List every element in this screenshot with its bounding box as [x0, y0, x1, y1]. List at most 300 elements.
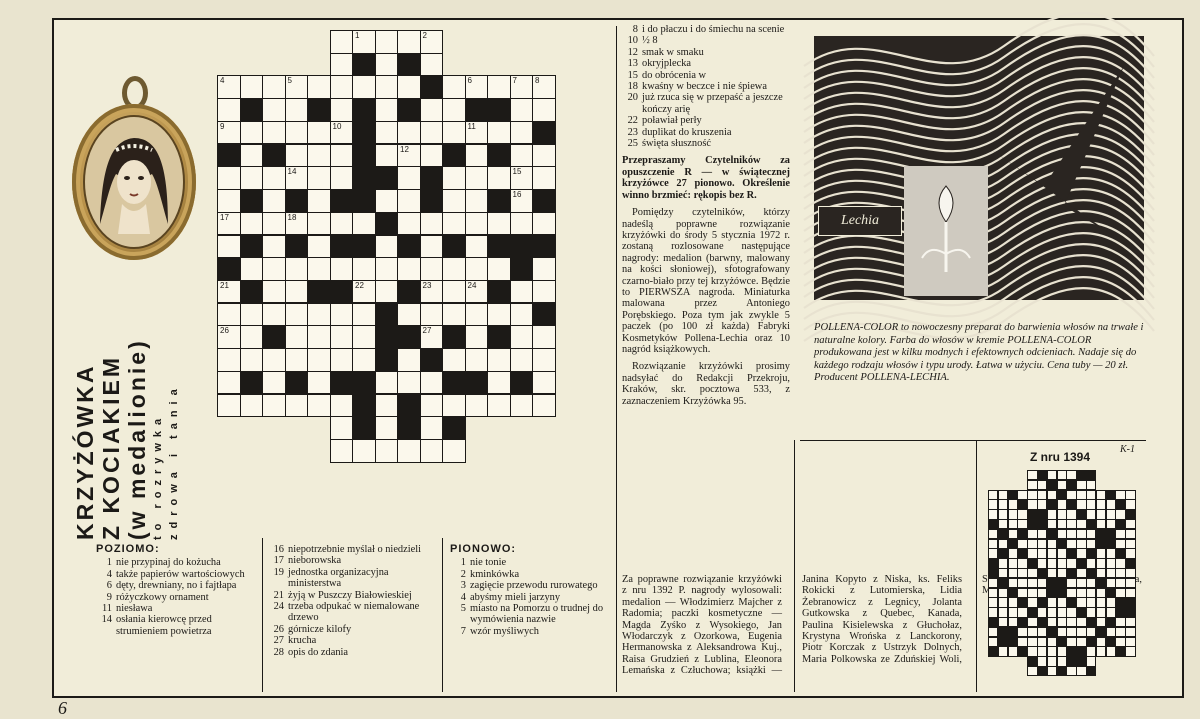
answer-cell[interactable] [397, 144, 421, 168]
answer-cell[interactable] [330, 30, 354, 54]
clue-text: dęty, drewniany, no i fajtłapa [116, 580, 237, 592]
answer-cell[interactable] [420, 303, 444, 327]
answer-cell[interactable] [487, 394, 511, 418]
answer-cell[interactable] [307, 166, 331, 190]
clue-number: 17 [273, 555, 284, 567]
answer-cell[interactable] [307, 235, 331, 259]
column-divider [442, 538, 443, 692]
clue-number: 12 [627, 46, 638, 58]
black-square [487, 325, 511, 349]
answer-cell[interactable] [375, 144, 399, 168]
cell-number: 6 [467, 76, 472, 86]
answer-cell[interactable] [352, 325, 376, 349]
answer-cell[interactable] [330, 325, 354, 349]
black-square [465, 98, 489, 122]
answer-cell[interactable] [307, 75, 331, 99]
answer-cell[interactable] [330, 439, 354, 463]
black-square [285, 189, 309, 213]
answer-cell[interactable] [262, 280, 286, 304]
black-square [487, 280, 511, 304]
answer-cell[interactable] [217, 121, 241, 145]
answer-cell[interactable] [442, 348, 466, 372]
answer-cell[interactable] [262, 235, 286, 259]
clue-text: już rzuca się w przepaść a jeszcze kończy arię [642, 92, 783, 115]
answer-cell[interactable] [510, 144, 534, 168]
answer-cell[interactable] [397, 166, 421, 190]
answer-cell[interactable] [532, 144, 556, 168]
answer-cell[interactable] [307, 212, 331, 236]
answer-cell[interactable] [330, 53, 354, 77]
advertisement-text: POLLENA-COLOR to nowoczesny preparat do barwienia włosów na trwałe i naturalne kolory. Farba do włosów w kremie POLLENA-COLOR produkowana jest w kilku modnych i efektownych odcieniach. Nadaje się do każdego rodzaju włosów i typu urody. Łatwa w użyciu. Cena tuby — 20 zł. Producent POLLENA-LECHIA. [814, 322, 1144, 384]
answer-cell[interactable] [510, 348, 534, 372]
answer-cell[interactable] [217, 166, 241, 190]
answer-cell[interactable] [330, 144, 354, 168]
answer-cell[interactable] [375, 235, 399, 259]
clue-text: okryjplecka [642, 58, 692, 70]
answer-cell[interactable] [532, 348, 556, 372]
answer-cell[interactable] [420, 212, 444, 236]
clue-number: 11 [101, 603, 112, 615]
answer-cell[interactable] [420, 371, 444, 395]
answer-cell[interactable] [240, 121, 264, 145]
answer-cell[interactable] [240, 303, 264, 327]
answer-cell[interactable] [217, 189, 241, 213]
answer-cell[interactable] [532, 325, 556, 349]
answer-cell[interactable] [330, 348, 354, 372]
answer-cell[interactable] [420, 280, 444, 304]
answer-cell[interactable] [442, 189, 466, 213]
answer-cell[interactable] [510, 212, 534, 236]
black-square [352, 144, 376, 168]
clue-text: kminkówka [470, 568, 520, 580]
answer-cell[interactable] [375, 416, 399, 440]
answer-cell[interactable] [465, 303, 489, 327]
answer-cell[interactable] [240, 325, 264, 349]
black-square [217, 144, 241, 168]
answer-cell[interactable] [262, 257, 286, 281]
clue-number: 14 [101, 614, 112, 626]
answer-cell[interactable] [330, 394, 354, 418]
answer-cell[interactable] [375, 121, 399, 145]
black-square [352, 166, 376, 190]
clue-number: 5 [460, 603, 466, 615]
answer-cell[interactable] [465, 235, 489, 259]
answer-cell[interactable] [262, 212, 286, 236]
answer-cell[interactable] [397, 75, 421, 99]
clue-text: żyją w Puszczy Białowieskiej [288, 589, 412, 601]
answer-cell[interactable] [352, 280, 376, 304]
answer-cell[interactable] [442, 98, 466, 122]
answer-cell[interactable] [510, 280, 534, 304]
clue-text: ½ 8 [642, 35, 658, 47]
answer-cell[interactable] [397, 30, 421, 54]
answer-cell[interactable] [397, 212, 421, 236]
answer-cell[interactable] [442, 166, 466, 190]
answer-cell[interactable] [532, 394, 556, 418]
cell-number: 9 [220, 121, 225, 131]
answer-cell[interactable] [420, 235, 444, 259]
answer-cell[interactable] [510, 166, 534, 190]
answer-cell[interactable] [442, 75, 466, 99]
answer-cell[interactable] [330, 416, 354, 440]
answer-cell[interactable] [217, 348, 241, 372]
answer-cell[interactable] [420, 439, 444, 463]
answer-cell[interactable] [352, 348, 376, 372]
cell-number: 2 [422, 31, 427, 40]
answer-cell[interactable] [352, 212, 376, 236]
clue-item [622, 115, 790, 126]
clue-text: górnicze kilofy [288, 623, 352, 635]
clue-text: do obrócenia w [642, 69, 707, 81]
black-square [330, 371, 354, 395]
clues-across-col-2 [268, 544, 438, 658]
answer-cell[interactable] [487, 371, 511, 395]
answer-cell[interactable] [330, 75, 354, 99]
answer-cell[interactable] [217, 235, 241, 259]
clues-down-col-1 [450, 544, 612, 637]
black-square [352, 371, 376, 395]
answer-cell[interactable] [330, 303, 354, 327]
answer-cell[interactable] [465, 280, 489, 304]
answer-cell[interactable] [240, 144, 264, 168]
black-square [330, 189, 354, 213]
ad-code: K-1 [1120, 444, 1135, 455]
answer-cell[interactable] [330, 121, 354, 145]
cell-number: 24 [467, 280, 477, 290]
black-square [352, 121, 376, 145]
answer-cell[interactable] [240, 394, 264, 418]
answer-cell[interactable] [487, 212, 511, 236]
answer-cell[interactable] [510, 189, 534, 213]
answer-cell[interactable] [465, 394, 489, 418]
answer-cell[interactable] [532, 212, 556, 236]
clue-number: 6 [106, 580, 112, 592]
clue-number: 4 [106, 568, 112, 580]
clue-item [622, 138, 790, 149]
answer-cell[interactable] [510, 303, 534, 327]
answer-cell[interactable] [442, 212, 466, 236]
clue-text: osłania kierowcę przed strumieniem powietrza [116, 614, 212, 637]
answer-cell[interactable] [465, 166, 489, 190]
black-square [375, 166, 399, 190]
answer-cell[interactable] [285, 325, 309, 349]
answer-cell[interactable] [352, 257, 376, 281]
answer-cell[interactable] [307, 303, 331, 327]
cell-number: 26 [220, 326, 229, 336]
answer-cell[interactable] [262, 166, 286, 190]
answer-cell[interactable] [397, 348, 421, 372]
answer-cell[interactable] [285, 121, 309, 145]
answer-cell[interactable] [465, 212, 489, 236]
answer-cell[interactable] [375, 30, 399, 54]
answer-cell[interactable] [465, 144, 489, 168]
answer-cell[interactable] [487, 121, 511, 145]
black-square [352, 235, 376, 259]
answer-cell[interactable] [420, 121, 444, 145]
cell-number: 23 [422, 280, 432, 290]
black-square [442, 144, 466, 168]
clue-number: 28 [273, 646, 284, 658]
answer-cell[interactable] [375, 371, 399, 395]
answer-cell[interactable] [532, 280, 556, 304]
solution-black-square [1086, 666, 1096, 676]
answer-cell[interactable] [285, 75, 309, 99]
answer-cell[interactable] [307, 348, 331, 372]
answer-cell[interactable] [465, 75, 489, 99]
answer-cell[interactable] [285, 166, 309, 190]
title-line-1: KRZYŻÓWKA [72, 363, 98, 540]
black-square [487, 144, 511, 168]
title-line-3: (w medalionie) [124, 338, 150, 540]
answer-cell[interactable] [375, 189, 399, 213]
black-square [375, 348, 399, 372]
clue-item [268, 555, 438, 566]
answer-cell[interactable] [217, 371, 241, 395]
answer-cell[interactable] [375, 280, 399, 304]
black-square [330, 280, 354, 304]
answer-cell[interactable] [397, 303, 421, 327]
black-square [442, 235, 466, 259]
answer-cell[interactable] [465, 325, 489, 349]
answer-cell[interactable] [307, 121, 331, 145]
answer-cell[interactable] [262, 189, 286, 213]
clue-text: duplikat do kruszenia [642, 126, 732, 138]
cell-number: 7 [512, 76, 517, 86]
clue-item [622, 70, 790, 81]
clue-number: 7 [460, 625, 466, 637]
answer-cell[interactable] [465, 121, 489, 145]
clue-text: różyczkowy ornament [116, 591, 209, 603]
answer-cell[interactable] [307, 189, 331, 213]
black-square [285, 371, 309, 395]
answer-cell[interactable] [442, 280, 466, 304]
answer-cell[interactable] [420, 30, 444, 54]
answer-cell[interactable] [420, 394, 444, 418]
answer-cell[interactable] [352, 30, 376, 54]
answer-cell[interactable] [307, 371, 331, 395]
cell-number: 21 [220, 280, 229, 290]
answer-cell[interactable] [330, 257, 354, 281]
cell-number: 5 [287, 76, 292, 86]
black-square [240, 235, 264, 259]
answer-cell[interactable] [397, 121, 421, 145]
answer-cell[interactable] [510, 75, 534, 99]
black-square [240, 280, 264, 304]
answer-cell[interactable] [532, 257, 556, 281]
answer-cell[interactable] [442, 394, 466, 418]
answer-cell[interactable] [285, 303, 309, 327]
clue-text: nie tonie [470, 557, 507, 569]
answer-cell[interactable] [487, 166, 511, 190]
answer-cell[interactable] [262, 98, 286, 122]
answer-cell[interactable] [442, 121, 466, 145]
answer-cell[interactable] [397, 189, 421, 213]
clue-number: 26 [273, 623, 284, 635]
clue-text: abyśmy mieli jarzyny [470, 591, 561, 603]
clue-text: także papierów wartościowych [116, 568, 245, 580]
answer-cell[interactable] [375, 98, 399, 122]
answer-cell[interactable] [352, 75, 376, 99]
answer-cell[interactable] [510, 394, 534, 418]
clue-item [268, 567, 438, 590]
answer-cell[interactable] [397, 257, 421, 281]
black-square [442, 325, 466, 349]
answer-cell[interactable] [240, 212, 264, 236]
black-square [397, 416, 421, 440]
answer-cell[interactable] [330, 212, 354, 236]
answer-cell[interactable] [397, 371, 421, 395]
answer-cell[interactable] [375, 75, 399, 99]
answer-cell[interactable] [285, 280, 309, 304]
clue-number: 10 [627, 35, 638, 47]
answer-cell[interactable] [352, 303, 376, 327]
black-square [307, 280, 331, 304]
answer-cell[interactable] [285, 348, 309, 372]
answer-cell[interactable] [285, 144, 309, 168]
answer-cell[interactable] [510, 121, 534, 145]
answer-cell[interactable] [420, 325, 444, 349]
answer-cell[interactable] [240, 166, 264, 190]
cell-number: 11 [467, 121, 476, 131]
clue-text: święta słuszność [642, 138, 711, 150]
answer-cell[interactable] [217, 280, 241, 304]
clue-item [450, 603, 612, 626]
answer-cell[interactable] [487, 303, 511, 327]
clue-text: nieborowska [288, 555, 342, 567]
answer-cell[interactable] [217, 98, 241, 122]
answer-cell[interactable] [240, 348, 264, 372]
clue-item [96, 557, 256, 568]
clue-item [622, 127, 790, 138]
answer-cell[interactable] [217, 75, 241, 99]
black-square [465, 371, 489, 395]
answer-cell[interactable] [285, 212, 309, 236]
answer-cell[interactable] [487, 75, 511, 99]
clue-text: nie przypinaj do kożucha [116, 557, 221, 569]
clue-number: 8 [632, 24, 638, 35]
answer-cell[interactable] [330, 166, 354, 190]
clue-item [268, 601, 438, 624]
black-square [285, 235, 309, 259]
answer-cell[interactable] [217, 303, 241, 327]
answer-cell[interactable] [240, 257, 264, 281]
answer-cell[interactable] [217, 212, 241, 236]
answer-cell[interactable] [307, 325, 331, 349]
answer-cell[interactable] [442, 257, 466, 281]
prize-announcement: Pomiędzy czytelników, którzy nadeślą poprawne rozwiązanie krzyżówki do środy 5 stycznia 1972 r. zostaną rozlosowane następujące nagrody: medalion (barwny, malowany na kości słoniowej), sfotografowany czarno-biało przy tej krzyżówce. Będzie to PIERWSZA nagroda. Miniaturka malowana przez Antoniego Porębskiego. Poza tym jak zwykle 5 paczek (po 100 zł każda) Fabryki Kosmetyków Pollena-Lechia oraz 10 nagród książkowych. [622, 207, 790, 355]
clue-item [622, 47, 790, 58]
clue-text: i do płaczu i do śmiechu na scenie [642, 24, 785, 35]
answer-cell[interactable] [375, 53, 399, 77]
answer-cell[interactable] [240, 75, 264, 99]
answer-cell[interactable] [442, 303, 466, 327]
answer-cell[interactable] [285, 394, 309, 418]
answer-cell[interactable] [465, 348, 489, 372]
answer-cell[interactable] [465, 257, 489, 281]
down-heading: PIONOWO: [450, 543, 517, 555]
answer-cell[interactable] [510, 325, 534, 349]
clue-item [268, 647, 438, 658]
answer-cell[interactable] [262, 303, 286, 327]
clue-number: 1 [460, 557, 466, 569]
answer-cell[interactable] [487, 348, 511, 372]
column-divider [616, 26, 617, 692]
answer-cell[interactable] [217, 325, 241, 349]
black-square [442, 416, 466, 440]
black-square [420, 75, 444, 99]
answer-cell[interactable] [532, 371, 556, 395]
black-square [487, 235, 511, 259]
answer-cell[interactable] [285, 257, 309, 281]
answer-cell[interactable] [442, 439, 466, 463]
answer-cell[interactable] [262, 348, 286, 372]
answer-cell[interactable] [307, 257, 331, 281]
solution-cell [1125, 646, 1135, 656]
black-square [240, 371, 264, 395]
clue-text: kwaśny w beczce i nie śpiewa [642, 81, 767, 93]
clue-item [96, 569, 256, 580]
answer-cell[interactable] [307, 144, 331, 168]
cell-number: 8 [535, 76, 540, 86]
black-square [510, 257, 534, 281]
answer-cell[interactable] [510, 98, 534, 122]
answer-cell[interactable] [262, 121, 286, 145]
answer-cell[interactable] [420, 144, 444, 168]
title-tagline-1: to rozrywka [152, 412, 164, 540]
black-square [375, 325, 399, 349]
answer-cell[interactable] [352, 439, 376, 463]
answer-cell[interactable] [375, 439, 399, 463]
answer-cell[interactable] [532, 75, 556, 99]
black-square [510, 235, 534, 259]
clue-item [268, 624, 438, 635]
answer-cell[interactable] [420, 98, 444, 122]
answer-cell[interactable] [262, 394, 286, 418]
answer-cell[interactable] [487, 257, 511, 281]
answer-cell[interactable] [420, 416, 444, 440]
crossword-title-block [72, 180, 192, 540]
answer-cell[interactable] [532, 98, 556, 122]
clue-item [622, 92, 790, 115]
winners-list: Za poprawne rozwiązanie krzyżówki z nru 1392 P. nagrody wylosowali: medalion — Włodzimierz Majcher z Radomia; paczki kosmetyczne — Magda Zyśko z Wysokiego, Jan Włodarczyk z Ozorkowa, Eugenia Hermanowska z Aleksandrowa Kuj., Raisa Grudzień z Lublina, Eleonora Lemańska z Człuchowa; książki — Janina Kopyto z Niska, ks. Feliks Rokicki z Lutomierska, Lidia Żebranowicz z Legnicy, Jolanta Gutkowska z Quebec, Kanada, Paulina Kisielewska z Głuchołaz, Krystyna Wrońska z Lanckorony, Piotr Korczak z Ustrzyk Dolnych, Maria Polkowska ze Zduńskiej Woli, [622, 574, 962, 677]
clue-item [450, 580, 612, 591]
answer-cell[interactable] [420, 53, 444, 77]
clue-number: 21 [273, 589, 284, 601]
submission-instructions: Rozwiązanie krzyżówki prosimy nadsyłać do Redakcji Przekroju, Kraków, skr. pocztowa 533, z zaznaczeniem Krzyżówka 95. [622, 361, 790, 407]
cell-number: 15 [512, 167, 522, 177]
answer-cell[interactable] [375, 257, 399, 281]
answer-cell[interactable] [397, 439, 421, 463]
answer-cell[interactable] [285, 98, 309, 122]
clue-number: 25 [627, 138, 638, 150]
answer-cell[interactable] [465, 189, 489, 213]
black-square [420, 189, 444, 213]
clue-number: 27 [273, 635, 284, 647]
answer-cell[interactable] [217, 394, 241, 418]
cell-number: 4 [220, 76, 225, 86]
answer-cell[interactable] [262, 75, 286, 99]
answer-cell[interactable] [262, 371, 286, 395]
answer-cell[interactable] [330, 98, 354, 122]
answer-cell[interactable] [420, 257, 444, 281]
answer-cell[interactable] [307, 394, 331, 418]
answer-cell[interactable] [375, 394, 399, 418]
black-square [532, 303, 556, 327]
black-square [397, 325, 421, 349]
title-tagline-2: zdrowa i tania [168, 383, 180, 540]
answer-cell[interactable] [532, 166, 556, 190]
black-square [487, 98, 511, 122]
